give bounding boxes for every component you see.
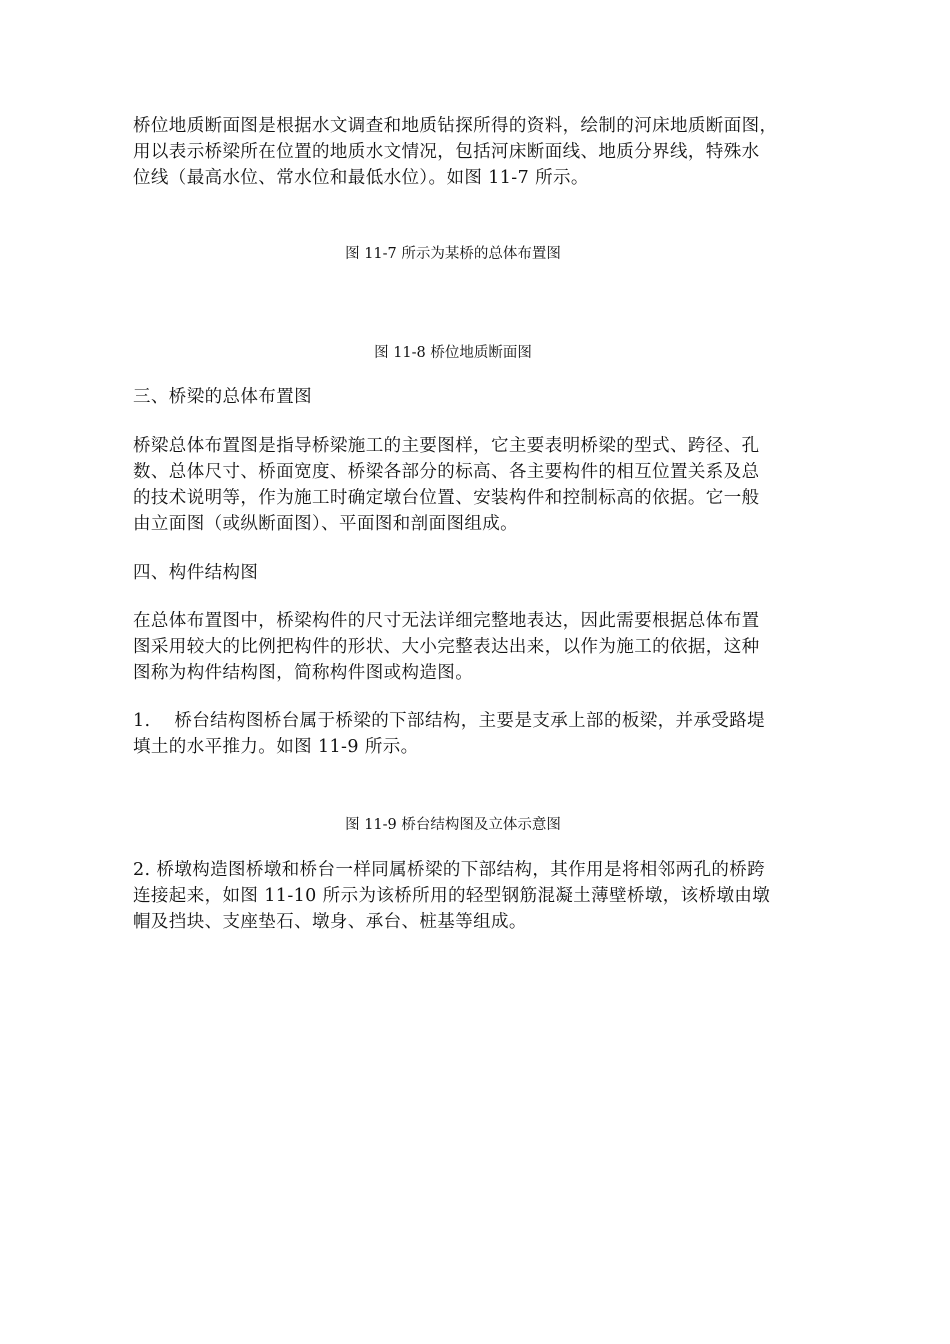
figure-caption-11-8: 图 11-8 桥位地质断面图 [374, 345, 532, 361]
text-line: 在总体布置图中，桥梁构件的尺寸无法详细完整地表达，因此需要根据总体布置 [133, 611, 760, 631]
paragraph-component-drawing [133, 608, 833, 686]
figure-caption-11-9: 图 11-9 桥台结构图及立体示意图 [345, 817, 561, 833]
list-item-abutment [133, 708, 833, 760]
text-line: 连接起来，如图 11-10 所示为该桥所用的轻型钢筋混凝土薄壁桥墩，该桥墩由墩 [133, 886, 771, 906]
text-line: 1. 桥台结构图桥台属于桥梁的下部结构，主要是支承上部的板梁，并承受路堤 [133, 711, 766, 731]
text-line: 的技术说明等，作为施工时确定墩台位置、安装构件和控制标高的依据。它一般 [133, 488, 760, 508]
text-line: 位线（最高水位、常水位和最低水位）。如图 11-7 所示。 [133, 168, 589, 188]
section-heading-4 [133, 560, 833, 586]
paragraph-geology-section [133, 113, 833, 191]
heading-text: 三、桥梁的总体布置图 [133, 387, 312, 407]
text-line: 帽及挡块、支座垫石、墩身、承台、桩基等组成。 [133, 912, 527, 932]
text-line: 桥梁总体布置图是指导桥梁施工的主要图样，它主要表明桥梁的型式、跨径、孔 [133, 436, 760, 456]
figure-caption-11-7: 图 11-7 所示为某桥的总体布置图 [345, 246, 561, 262]
text-line: 图称为构件结构图，简称构件图或构造图。 [133, 663, 474, 683]
list-item-pier [133, 857, 833, 935]
text-line: 填土的水平推力。如图 11-9 所示。 [133, 737, 419, 757]
text-line: 由立面图（或纵断面图）、平面图和剖面图组成。 [133, 514, 519, 534]
text-line: 图采用较大的比例把构件的形状、大小完整表达出来，以作为施工的依据，这种 [133, 637, 760, 657]
paragraph-general-layout [133, 433, 833, 537]
section-heading-3 [133, 384, 833, 410]
text-line: 数、总体尺寸、桥面宽度、桥梁各部分的标高、各主要构件的相互位置关系及总 [133, 462, 760, 482]
text-line: 2. 桥墩构造图桥墩和桥台一样同属桥梁的下部结构，其作用是将相邻两孔的桥跨 [133, 860, 766, 880]
text-line: 桥位地质断面图是根据水文调查和地质钻探所得的资料，绘制的河床地质断面图， [133, 116, 778, 136]
heading-text: 四、构件结构图 [133, 563, 259, 583]
text-line: 用以表示桥梁所在位置的地质水文情况，包括河床断面线、地质分界线，特殊水 [133, 142, 760, 162]
